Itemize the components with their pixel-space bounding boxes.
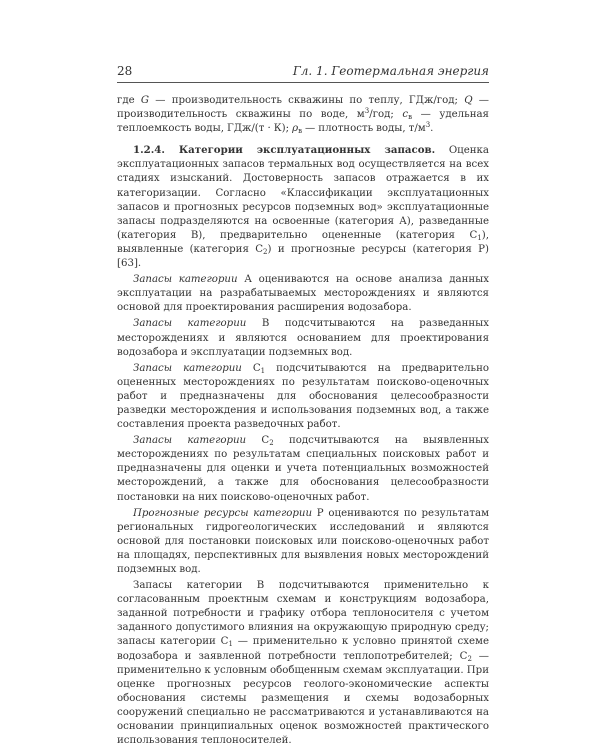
page-body <box>117 94 489 748</box>
category-c1-paragraph: Запасы категории $С_1$ подсчитываются на предварительно оцененных месторождениях по результатам поисково-оценочных работ и предназначены для обоснования целесообразности разведки месторождения и использования подземных вод, а также составления проекта разведочных работ. <box>117 362 490 431</box>
category-a-paragraph: Запасы категории А оцениваются на основе анализа данных эксплуатации на разрабатываемых месторождениях и являются основой для проектирования расширения водозабора. <box>117 274 490 314</box>
formula-legend-paragraph: где G — производительность скважины по теплу, ГДж/год; Q — производительность скважины по воде, $м^3$/год; $c_в$ — удельная теплоемкость воды, ГДж/(т · К); $\rho_в$ — плотность воды, $т/м^3$. <box>117 95 489 136</box>
category-p-paragraph: Прогнозные ресурсы категории Р оцениваются по результатам региональных гидрогеологических исследований и являются основой для постановки поисковых или поисково-оценочных работ на площадях, перспективных для выявления новых месторождений подземных вод. <box>117 507 489 575</box>
page-number: 28 <box>117 64 133 78</box>
final-paragraph: Запасы категории В подсчитываются применительно к согласованным проектным схемам и конструкциям водозабора, заданной потребности и графику отбора теплоносителя с учетом заданного допустимого влияния на окружающую природную среду; запасы категории $С_1$ — применительно к условно принятой схеме водозабора и заявленной потребности теплопотребителей; $С_2$ — применительно к условным обобщенным схемам эксплуатации. При оценке прогнозных ресурсов геолого-экономические аспекты обоснования системы размещения и схемы водозаборных сооружений специально не рассматриваются и устанавливаются на основании принципиальных оценок возможностей практического использования теплоносителей. <box>117 580 489 747</box>
running-header <box>117 62 489 83</box>
section-paragraph: 1.2.4. Категории эксплуатационных запасов. Оценка эксплуатационных запасов термальных вод осуществляется на всех стадиях изысканий. Достоверность запасов отражается в их категоризации. Согласно «Классификации эксплуатационных запасов и прогнозных ресурсов подземных вод» эксплуатационные запасы подразделяются на освоенные (категория А), разведанные (категория В), предварительно оцененные (категория $С_1$), выявленные (категория $С_2$) и прогнозные ресурсы (категория Р) [63]. <box>117 144 489 270</box>
category-c2-paragraph: Запасы категории $С_2$ подсчитываются на выявленных месторождениях по результатам специальных поисковых работ и предназначены для оценки и учета потенциальных возможностей месторождений, а также для обоснования целесообразности постановки на них поисково-оценочных работ. <box>117 435 489 503</box>
running-title: Гл. 1. Геотермальная энергия <box>292 64 489 78</box>
category-b-paragraph: Запасы категории В подсчитываются на разведанных месторождениях и являются основанием для проектирования водозабора и эксплуатации подземных вод. <box>117 318 489 358</box>
section-heading: 1.2.4. Категории эксплуатационных запасов. <box>133 144 436 157</box>
